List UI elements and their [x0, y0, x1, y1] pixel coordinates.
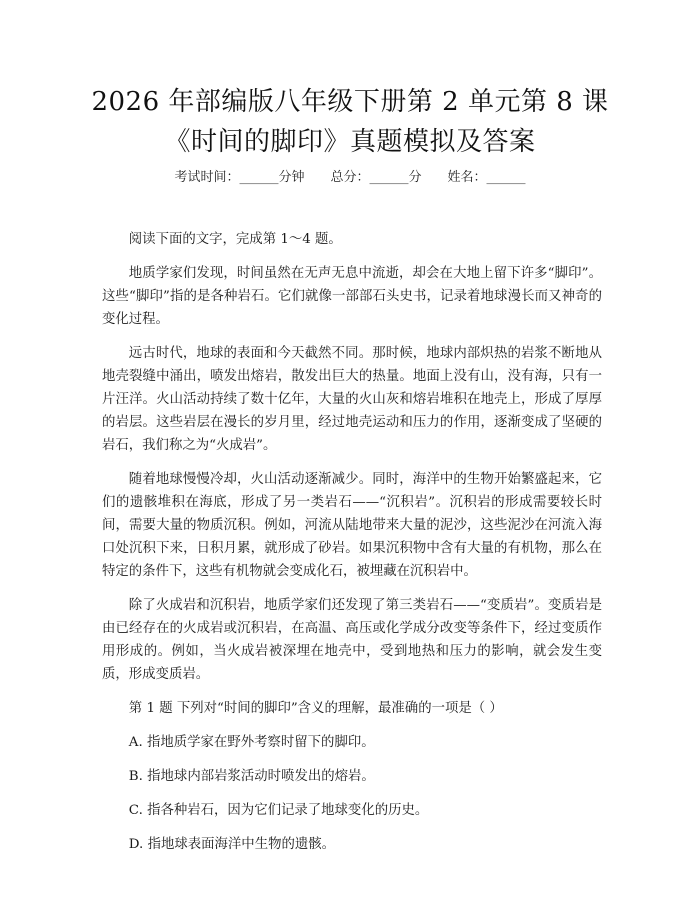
- name-field: 姓名：______: [447, 170, 526, 185]
- title-line-2: 《时间的脚印》真题模拟及答案: [164, 127, 536, 157]
- option-a: A. 指地质学家在野外考察时留下的脚印。: [128, 735, 375, 750]
- passage-paragraph-4: 除了火成岩和沉积岩，地质学家们还发现了第三类岩石——“变质岩”。变质岩是由已经存在的火成岩或沉积岩，在高温、高压或化学成分改变等条件下，经过变质作用形成的。例如，当火成岩被深埋在地壳中，受到地热和压力的影响，就会发生变质，形成变质岩。: [102, 598, 602, 682]
- option-b: B. 指地球内部岩浆活动时喷发出的熔岩。: [128, 769, 375, 784]
- title-line-1: 2026 年部编版八年级下册第 2 单元第 8 课: [91, 87, 609, 117]
- passage-paragraph-1: 地质学家们发现，时间虽然在无声无息中流逝，却会在大地上留下许多“脚印”。这些“脚印”指的是各种岩石。它们就像一部部石头史书，记录着地球漫长而又神奇的变化过程。: [102, 266, 602, 327]
- passage-paragraph-3: 随着地球慢慢冷却，火山活动逐渐减少。同时，海洋中的生物开始繁盛起来，它们的遗骸堆积在海底，形成了另一类岩石——“沉积岩”。沉积岩的形成需要较长时间，需要大量的物质沉积。例如，河流从陆地带来大量的泥沙，这些泥沙在河流入海口处沉积下来，日积月累，就形成了砂岩。如果沉积物中含有大量的有机物，那么在特定的条件下，这些有机物就会变成化石，被埋藏在沉积岩中。: [102, 472, 602, 579]
- exam-info-line: [0, 168, 700, 188]
- page-title: [0, 82, 700, 162]
- exam-time-field: 考试时间：______分钟: [174, 170, 305, 185]
- passage-intro: 阅读下面的文字，完成第 1～4 题。: [128, 232, 342, 247]
- passage-paragraph-2: 远古时代，地球的表面和今天截然不同。那时候，地球内部炽热的岩浆不断地从地壳裂缝中涌出，喷发出熔岩，散发出巨大的热量。地面上没有山，没有海，只有一片汪洋。火山活动持续了数十亿年，大量的火山灰和熔岩堆积在地壳上，形成了厚厚的岩层。这些岩层在漫长的岁月里，经过地壳运动和压力的作用，逐渐变成了坚硬的岩石，我们称之为“火成岩”。: [102, 346, 602, 453]
- total-score-field: 总分：______分: [330, 170, 422, 185]
- option-c: C. 指各种岩石，因为它们记录了地球变化的历史。: [128, 803, 429, 818]
- reading-content: [102, 228, 602, 867]
- option-d: D. 指地球表面海洋中生物的遗骸。: [128, 837, 336, 852]
- question-1-stem: 第 1 题 下列对“时间的脚印”含义的理解，最准确的一项是（ ）: [128, 701, 503, 716]
- question-1-options: [102, 731, 602, 856]
